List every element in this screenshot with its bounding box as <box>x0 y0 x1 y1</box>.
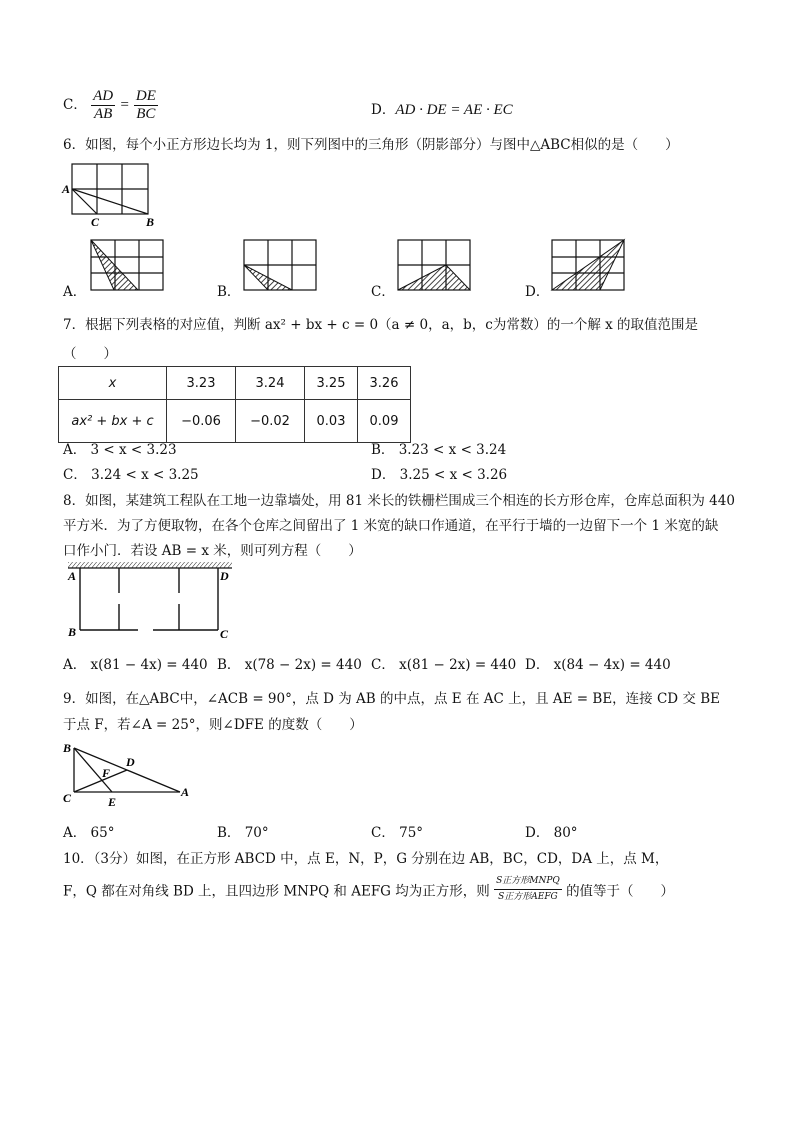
q7-option-a: A． 3 < x < 3.23 <box>63 442 177 458</box>
q6-label-b: B <box>146 215 155 229</box>
q9-line-1: 9．如图，在△ABC中，∠ACB = 90°，点 D 为 AB 的中点，点 E 在 AC 上，且 AE = BE，连接 CD 交 BE <box>63 691 720 707</box>
q10-line-1: 10．（3分）如图，在正方形 ABCD 中，点 E，N，P，G 分别在边 AB，BC，CD，DA 上，点 M， <box>63 851 669 867</box>
q6-option-b-label: B． <box>217 284 241 300</box>
q8-option-b: B． x(78 − 2x) = 440 <box>217 657 362 673</box>
q9-label-a: A <box>181 785 190 799</box>
q8-line-2: 平方米．为了方便取物，在各个仓库之间留出了 1 米宽的缺口作通道，在平行于墙的一边留下一个 1 米宽的缺 <box>63 518 719 534</box>
q8-line-3: 口作小门．若设 AB = x 米，则可列方程（ ） <box>63 543 362 559</box>
q6-label-a: A <box>62 182 71 196</box>
q7-value-table <box>58 366 411 443</box>
area-ratio-fraction: $\frac{\text{S正方形MNPQ}}{\text{S正方形AEFG}}$ <box>496 876 560 902</box>
q7-paren: （ ） <box>63 346 117 362</box>
q10-line-2: F，Q 都在对角线 BD 上，且四边形 MNPQ 和 AEFG 均为正方形，则 $\frac{\text{S正方形MNPQ}}{\text{S正方形AEFG}}$ 的值等于（ ） <box>63 874 674 905</box>
q9-label-b: B <box>63 741 72 755</box>
q6-reference-grid <box>60 160 160 230</box>
q6-label-c: C <box>91 215 100 229</box>
q8-option-c: C． x(81 − 2x) = 440 <box>371 657 517 673</box>
table-cell: 3.23 <box>167 367 236 400</box>
table-cell: 3.24 <box>236 367 305 400</box>
q9-label-e: E <box>108 795 117 809</box>
q8-option-a: A． x(81 − 4x) = 440 <box>63 657 208 673</box>
table-cell: 0.03 <box>305 400 358 443</box>
q6-option-b-figure <box>243 238 323 294</box>
table-cell: −0.06 <box>167 400 236 443</box>
q8-warehouse-figure <box>62 560 242 642</box>
q9-option-b: B． 70° <box>217 825 269 841</box>
q8-label-d: D <box>220 569 229 583</box>
q9-line-2: 于点 F，若∠A = 25°，则∠DFE 的度数（ ） <box>63 717 363 733</box>
q9-option-c: C． 75° <box>371 825 424 841</box>
q6-option-d-figure <box>551 238 631 294</box>
q9-label-d: D <box>126 755 135 769</box>
q7-option-b: B． 3.23 < x < 3.24 <box>371 442 507 458</box>
q9-label-f: F <box>102 766 111 780</box>
q7-option-d: D． 3.25 < x < 3.26 <box>371 467 508 483</box>
q9-option-d: D． 80° <box>525 825 578 841</box>
q6-option-c-figure <box>397 238 477 294</box>
table-cell: 3.26 <box>358 367 411 400</box>
q6-stem: 6．如图，每个小正方形边长均为 1，则下列图中的三角形（阴影部分）与图中△ABC相似的是（ ） <box>63 137 679 153</box>
q8-option-d: D． x(84 − 4x) = 440 <box>525 657 671 673</box>
q5-option-d: D．AD · DE = AE · EC <box>371 102 513 118</box>
q9-label-c: C <box>63 791 72 805</box>
q8-label-a: A <box>68 569 77 583</box>
table-cell: 0.09 <box>358 400 411 443</box>
q9-option-a: A． 65° <box>63 825 115 841</box>
table-cell: −0.02 <box>236 400 305 443</box>
q7-stem: 7．根据下列表格的对应值，判断 ax² + bx + c = 0（a ≠ 0，a，b，c为常数）的一个解 x 的取值范围是 <box>63 317 699 333</box>
q7-option-c: C． 3.24 < x < 3.25 <box>63 467 199 483</box>
q6-option-d-label: D． <box>525 284 550 300</box>
q6-option-a-label: A． <box>63 284 87 300</box>
q5-option-c: C． $\frac{AD}{AB}$ = $\frac{DE}{BC}$ <box>63 88 156 122</box>
table-header-expr: ax² + bx + c <box>59 400 167 443</box>
q8-label-b: B <box>68 625 77 639</box>
q8-label-c: C <box>220 627 229 641</box>
q9-triangle-figure <box>60 740 200 810</box>
fraction-ad-ab: $\frac{AD}{AB}$ <box>93 88 114 122</box>
q8-line-1: 8．如图，某建筑工程队在工地一边靠墙处，用 81 米长的铁栅栏围成三个相连的长方形仓库，仓库总面积为 440 <box>63 493 735 509</box>
fraction-de-bc: $\frac{DE}{BC}$ <box>135 88 156 122</box>
table-header-x: x <box>59 367 167 400</box>
q6-option-c-label: C． <box>371 284 395 300</box>
table-cell: 3.25 <box>305 367 358 400</box>
q6-option-a-figure <box>90 238 170 294</box>
